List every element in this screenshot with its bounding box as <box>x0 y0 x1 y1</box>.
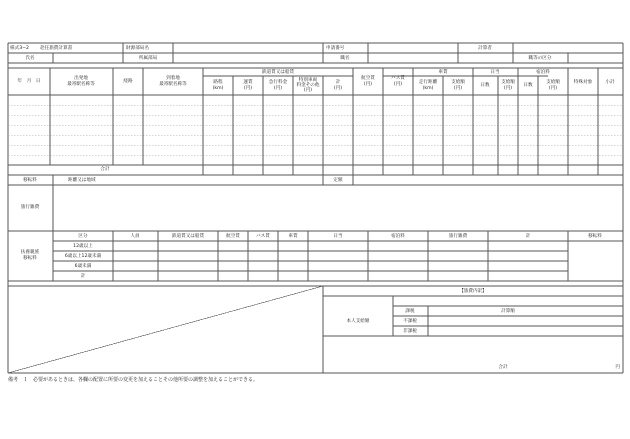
family-row-12plus: 12歳以上 <box>73 244 93 249</box>
family-col-car: 車賃 <box>288 234 298 239</box>
col-lodging-group: 宿泊料 <box>536 70 550 75</box>
footnote: 備考 １ 必要があるときは、各欄の配置に所要の変更を加えることその他所要の調整を加えることができる。 <box>8 377 259 383</box>
col-express-unit: (円) <box>273 86 283 91</box>
moving-label: 移転料 <box>23 178 37 183</box>
form-grid-lines <box>8 43 623 373</box>
exempt-label: 非課税 <box>403 329 417 334</box>
class-label: 職等の区分 <box>528 56 552 61</box>
col-note: 小計 <box>605 80 615 85</box>
col-bus-unit: (円) <box>393 82 403 87</box>
col-to-station: 最寄駅名称等 <box>159 82 187 87</box>
family-col-rail: 鉄道賃又は船賃 <box>171 234 205 239</box>
form-title: 赴任旅費計算書 <box>40 46 73 51</box>
col-lodging-amount-unit: (円) <box>548 86 558 91</box>
family-col-people: 人員 <box>130 234 140 239</box>
col-daily-amount: 支給額 <box>501 80 515 85</box>
post-label: 職名 <box>340 56 350 61</box>
col-car-amount: 支給額 <box>451 80 465 85</box>
col-subtotal-unit: (円) <box>333 86 343 91</box>
family-col-daily: 日当 <box>333 234 343 239</box>
application-number-label: 申請番号 <box>326 46 345 51</box>
taxed-label: 課税 <box>405 309 415 314</box>
col-bus: バス賃 <box>391 76 405 81</box>
col-special-target: 特殊対象 <box>573 80 593 85</box>
family-col-air: 航空賃 <box>226 234 240 239</box>
col-car-amount-unit: (円) <box>453 86 463 91</box>
col-car-distance-unit: (km) <box>422 86 434 91</box>
family-col-bus: バス賃 <box>256 234 270 239</box>
col-daily-amount-unit: (円) <box>503 86 513 91</box>
nontaxed-label: 不課税 <box>403 319 417 324</box>
col-car-distance: 走行距離 <box>418 80 438 85</box>
col-car-group: 車賃 <box>438 70 448 75</box>
moving-distance-label: 距離又は地域 <box>68 178 96 183</box>
dept-label: 財源部局名 <box>126 46 149 51</box>
misc-label: 旅行雑費 <box>20 205 40 210</box>
family-col-lodging: 宿泊料 <box>391 234 405 239</box>
col-lodging-amount: 支給額 <box>546 80 560 85</box>
col-route: 経路 <box>123 79 133 84</box>
col-express: 急行料金 <box>268 80 288 85</box>
col-special-unit: (円) <box>303 88 313 93</box>
col-air-unit: (円) <box>363 82 373 87</box>
col-rail-group: 鉄道賃又は船賃 <box>261 70 295 75</box>
total-label: 合計 <box>100 167 110 172</box>
form-sheet <box>8 43 623 373</box>
family-label-1: 扶養親族 <box>20 250 40 255</box>
col-from-station: 最寄駅名称等 <box>67 82 95 87</box>
col-daily-days: 日数 <box>480 83 490 88</box>
family-col-class: 区分 <box>78 234 88 239</box>
col-fare: 運賃 <box>243 80 253 85</box>
grand-total-label: 合計 <box>498 365 508 370</box>
family-row-under6: 6歳未満 <box>74 264 92 269</box>
name-label: 氏名 <box>25 56 35 61</box>
summary-title: 【旅費内訳】 <box>459 289 487 294</box>
form-number: 様式3−2 <box>10 46 29 51</box>
col-air: 航空賃 <box>361 76 375 81</box>
col-special: 特別車両 <box>298 78 318 83</box>
family-row-6to12: 6歳以上12歳未満 <box>64 254 102 259</box>
family-col-misc: 旅行雑費 <box>448 234 468 239</box>
col-subtotal: 計 <box>335 80 341 85</box>
family-col-moving: 移転料 <box>588 234 602 239</box>
col-daily-group: 日当 <box>490 70 500 75</box>
moving-fixed-label: 定額 <box>333 178 343 183</box>
yen-unit: 円 <box>615 365 620 370</box>
col-special-other: 料金その他 <box>296 83 320 88</box>
calculator-label: 計算者 <box>478 46 492 51</box>
self-pay-label: 本人支給額 <box>346 319 370 324</box>
family-label-2: 移転料 <box>23 256 37 261</box>
col-fare-unit: (円) <box>243 86 253 91</box>
family-row-total: 計 <box>80 274 86 279</box>
affiliation-label: 所属部局 <box>138 56 158 61</box>
calc-amount-label: 計算額 <box>501 309 515 314</box>
col-from: 出発地 <box>74 76 88 81</box>
col-date: 年 月 日 <box>17 79 41 84</box>
col-lodging-days: 日数 <box>523 83 533 88</box>
family-col-total: 計 <box>525 234 531 239</box>
col-distance: 路程 <box>213 80 223 85</box>
col-distance-unit: (km) <box>212 86 224 91</box>
col-to: 到着地 <box>166 76 180 81</box>
